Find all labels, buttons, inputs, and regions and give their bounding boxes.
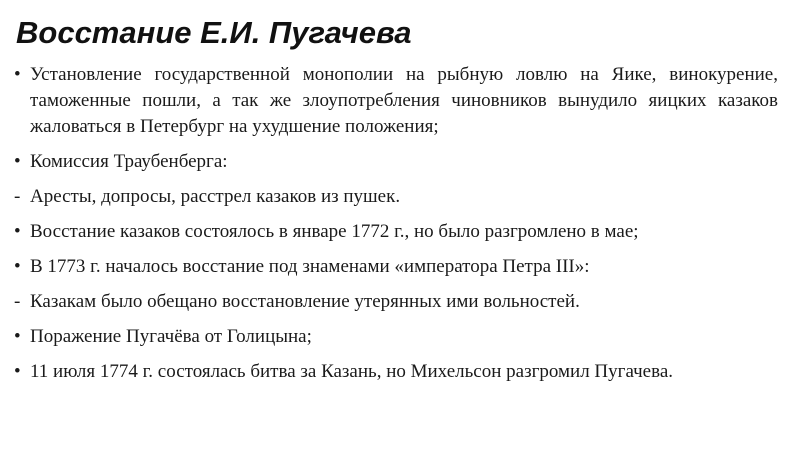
list-item [14,254,778,280]
bullet-list [14,62,778,385]
slide-title: Восстание Е.И. Пугачева [16,15,412,50]
list-item [14,219,778,245]
bullet-marker-icon [14,219,28,245]
list-item-text: Аресты, допросы, расстрел казаков из пушек. [30,186,401,207]
bullet-marker-icon [14,359,28,385]
list-subitem [14,184,778,210]
list-item-text: Поражение Пугачёва от Голицына; [30,326,312,347]
list-item [14,359,778,385]
list-item [14,62,778,140]
list-item-text: Комиссия Траубенберга: [30,151,228,172]
list-item-text: 11 июля 1774 г. состоялась битва за Казань, но Михельсон разгромил Пугачева. [30,361,674,382]
list-item-text: Казакам было обещано восстановление утерянных ими вольностей. [30,291,580,312]
dash-marker-icon [14,289,28,315]
list-item [14,324,778,350]
bullet-marker-icon [14,254,28,280]
list-item-text: Установление государственной монополии на рыбную ловлю на Яике, винокурение, таможенные пошли, а так же злоупотребления чиновников вынудило яицких казаков жаловаться в Петербург на ухудшение положения; [30,64,778,137]
bullet-marker-icon [14,149,28,175]
bullet-marker-icon [14,62,28,88]
dash-marker-icon [14,184,28,210]
list-item-text: Восстание казаков состоялось в январе 1772 г., но было разгромлено в мае; [30,221,639,242]
bullet-marker-icon [14,324,28,350]
list-subitem [14,289,778,315]
list-item-text: В 1773 г. началось восстание под знаменами «императора Петра III»: [30,256,590,277]
list-item [14,149,778,175]
